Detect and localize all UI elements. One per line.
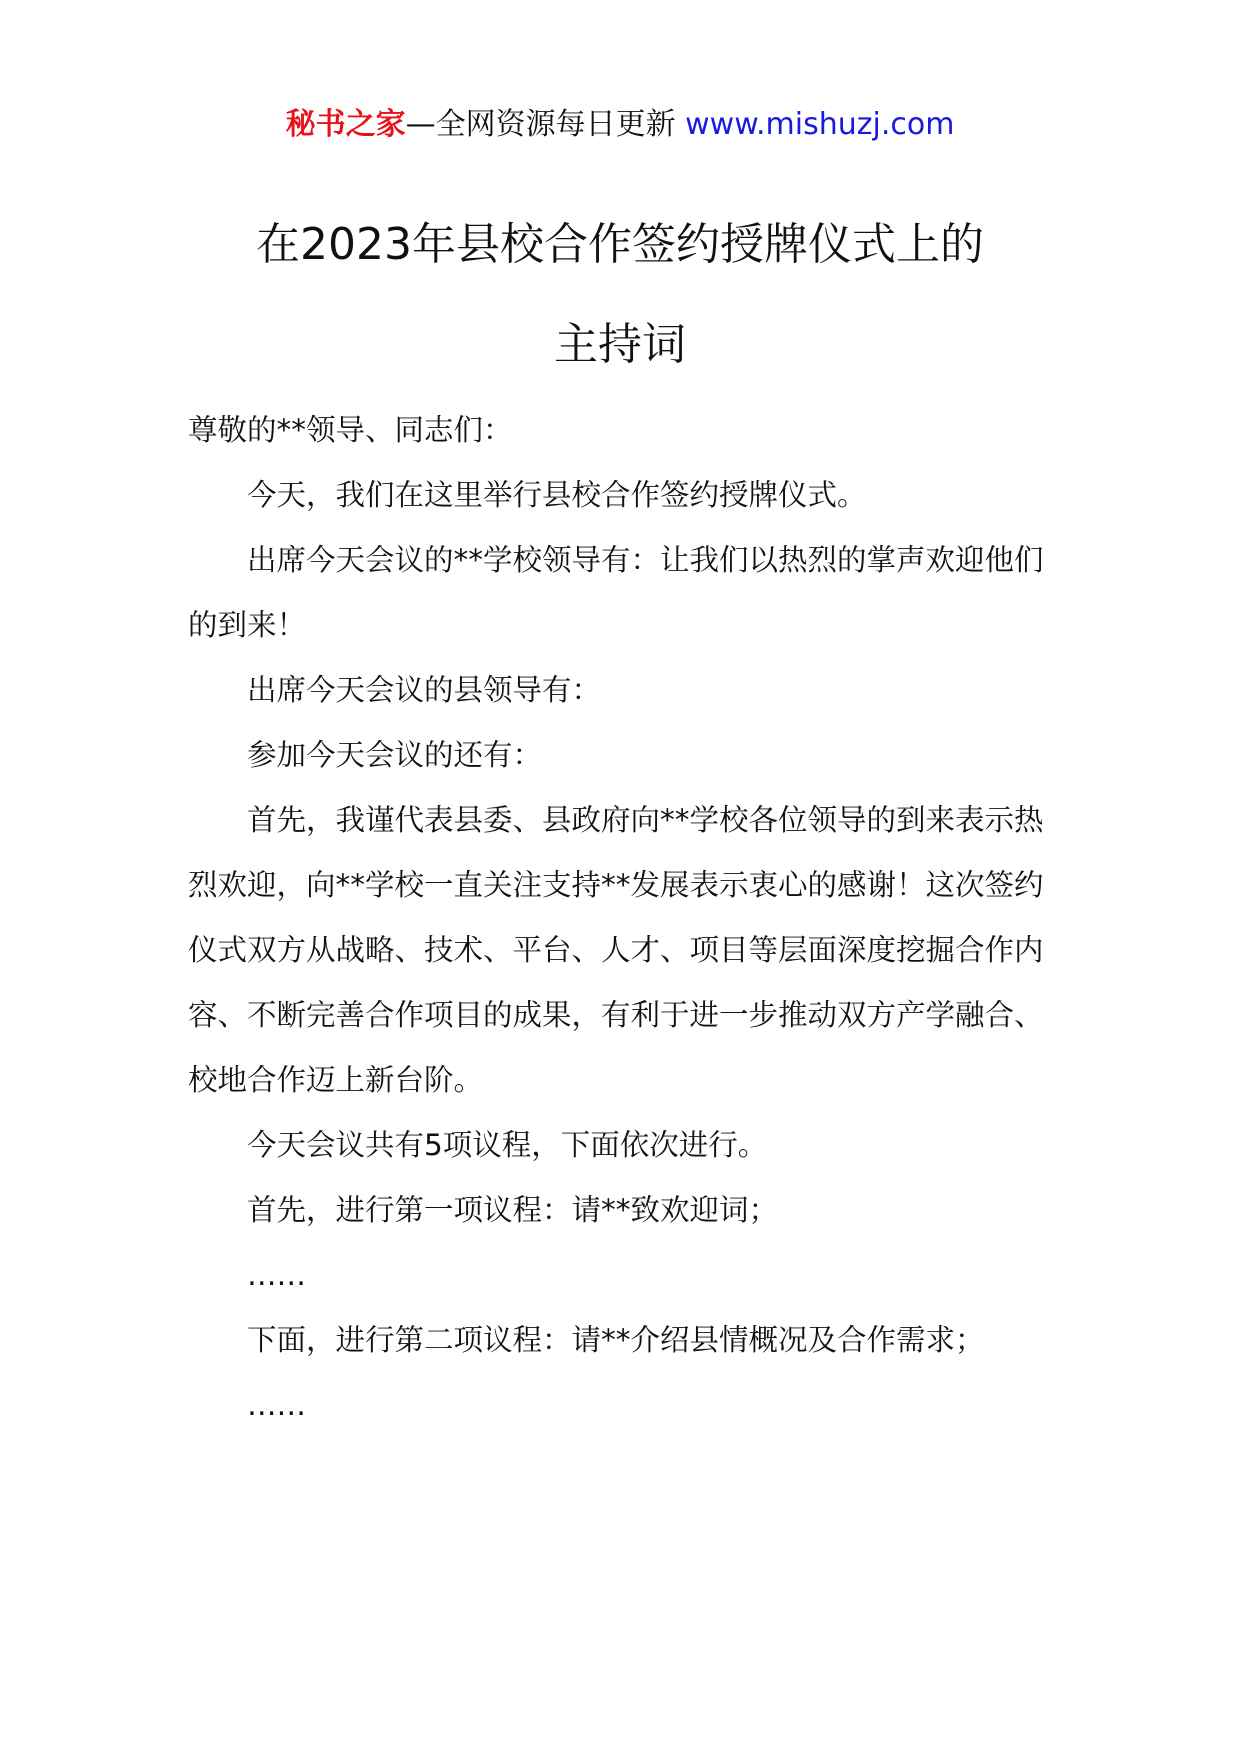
paragraph: 参加今天会议的还有：	[247, 738, 543, 772]
document-title-line-1: 在2023年县校合作签约授牌仪式上的	[256, 219, 984, 270]
document-title	[0, 195, 1240, 395]
ellipsis-paragraph: ……	[247, 1258, 306, 1292]
salutation: 尊敬的**领导、同志们：	[188, 413, 513, 447]
paragraph: 首先，进行第一项议程：请**致欢迎词；	[247, 1193, 779, 1227]
ellipsis-paragraph: ……	[247, 1388, 306, 1422]
paragraph: 下面，进行第二项议程：请**介绍县情概况及合作需求；	[247, 1323, 985, 1357]
paragraph: 首先，我谨代表县委、县政府向**学校各位领导的到来表示热烈欢迎，向**学校一直关注支持**发展表示衷心的感谢！这次签约仪式双方从战略、技术、平台、人才、项目等层面深度挖掘合作内容、不断完善合作项目的成果，有利于进一步推动双方产学融合、校地合作迈上新台阶。	[188, 803, 1044, 1097]
site-url-link[interactable]: www.mishuzj.com	[685, 107, 955, 142]
document-title-line-2: 主持词	[554, 319, 686, 370]
paragraph: 今天，我们在这里举行县校合作签约授牌仪式。	[247, 478, 867, 512]
site-brand: 秘书之家	[285, 107, 406, 142]
paragraph: 今天会议共有5项议程，下面依次进行。	[247, 1128, 768, 1162]
site-tagline: —全网资源每日更新	[405, 107, 676, 142]
paragraph: 出席今天会议的县领导有：	[247, 673, 602, 707]
document-body	[188, 398, 1058, 1438]
paragraph: 出席今天会议的**学校领导有：让我们以热烈的掌声欢迎他们的到来！	[188, 543, 1044, 642]
site-header	[0, 100, 1240, 150]
